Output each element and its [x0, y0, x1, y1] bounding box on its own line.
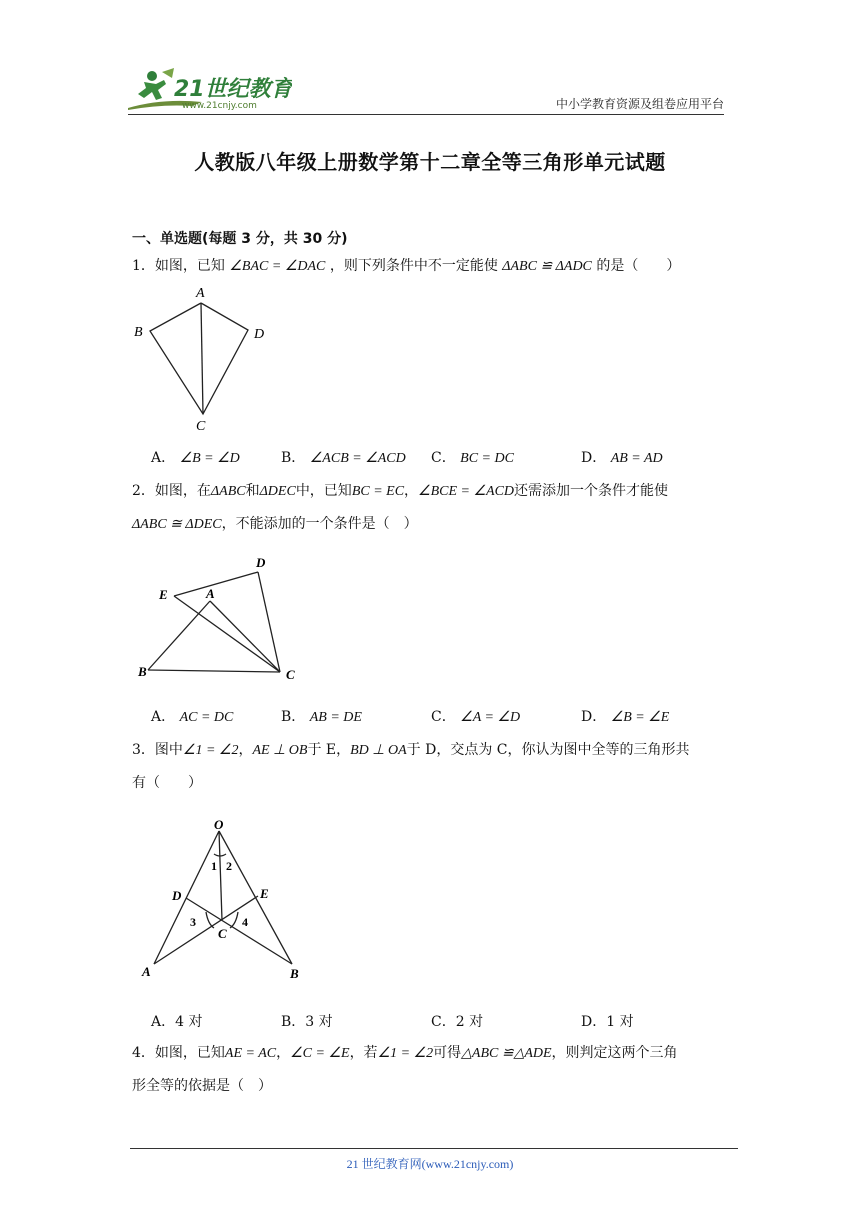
footer-link[interactable]: 21 世纪教育网(www.21cnjy.com) [346, 1157, 514, 1171]
q3-label-o: O [214, 817, 224, 832]
footer-divider [130, 1148, 738, 1149]
q1-option-d[interactable]: D． AB = AD [581, 450, 663, 466]
q2-option-a[interactable]: A． AC = DC [151, 709, 234, 725]
q3-label-2: 2 [226, 859, 232, 873]
q3-label-a: A [142, 964, 151, 979]
svg-text:21世纪教育: 21世纪教育 [174, 77, 292, 102]
question-4: 4．如图，已知AE = AC，∠C = ∠E，若∠1 = ∠2可得△ABC ≌△ADE，则判定这两个三角 形全等的依据是（ ） [132, 1045, 678, 1094]
q1-option-a[interactable]: A． ∠B = ∠D [151, 450, 240, 466]
q2-label-c: C [286, 667, 295, 682]
q3-label-b: B [290, 966, 299, 981]
question-3: 3．图中∠1 = ∠2，AE ⊥ OB于 E，BD ⊥ OA于 D，交点为 C，你认为图中全等的三角形共 有（ ） [132, 742, 690, 791]
question-1: 1．如图，已知 ∠BAC = ∠DAC ，则下列条件中不一定能使 ΔABC ≌ ΔADC 的是（ ） [132, 258, 681, 274]
q2-label-b: B [138, 664, 147, 679]
q2-option-d[interactable]: D． ∠B = ∠E [581, 709, 670, 725]
q3-figure [136, 816, 316, 982]
q1-label-b: B [134, 325, 143, 340]
section-heading: 一、单选题(每题 3 分，共 30 分) [132, 231, 348, 247]
svg-text:www.21cnjy.com: www.21cnjy.com [182, 101, 257, 111]
q1-option-b[interactable]: B． ∠ACB = ∠ACD [281, 450, 406, 466]
q2-option-b[interactable]: B． AB = DE [281, 709, 362, 725]
q2-label-a: A [206, 586, 215, 601]
q3-label-3: 3 [190, 915, 196, 929]
q1-option-c[interactable]: C． BC = DC [431, 450, 514, 466]
platform-label: 中小学教育资源及组卷应用平台 [555, 97, 724, 111]
q3-label-1: 1 [211, 859, 217, 873]
q3-option-a[interactable]: A．4 对 [151, 1014, 203, 1030]
q1-label-c: C [196, 419, 206, 434]
q3-label-d: D [172, 888, 182, 903]
q2-figure [130, 552, 310, 687]
q2-label-d: D [256, 555, 266, 570]
q1-label-a: A [196, 286, 205, 301]
question-2: 2．如图，在ΔABC和ΔDEC中，已知BC = EC，∠BCE = ∠ACD还需添加一个条件才能使 ΔABC ≅ ΔDEC，不能添加的一个条件是（ ） [132, 483, 669, 532]
header-divider [128, 114, 724, 115]
q1-label-d: D [254, 327, 265, 342]
q1-congruence: ΔABC ≌ ΔADC [502, 259, 592, 274]
q3-option-d[interactable]: D．1 对 [581, 1014, 634, 1030]
q2-label-e: E [159, 587, 168, 602]
site-logo [122, 68, 292, 114]
page-title: 人教版八年级上册数学第十二章全等三角形单元试题 [194, 150, 666, 174]
q2-option-c[interactable]: C． ∠A = ∠D [431, 709, 521, 725]
q1-condition: ∠BAC = ∠DAC [229, 259, 326, 274]
q3-option-c[interactable]: C．2 对 [431, 1014, 484, 1030]
q3-label-c: C [218, 926, 227, 941]
q3-option-b[interactable]: B．3 对 [281, 1014, 333, 1030]
q3-label-e: E [260, 886, 269, 901]
logo-runner-icon [122, 68, 292, 114]
q1-figure [128, 282, 278, 434]
q3-label-4: 4 [242, 915, 248, 929]
